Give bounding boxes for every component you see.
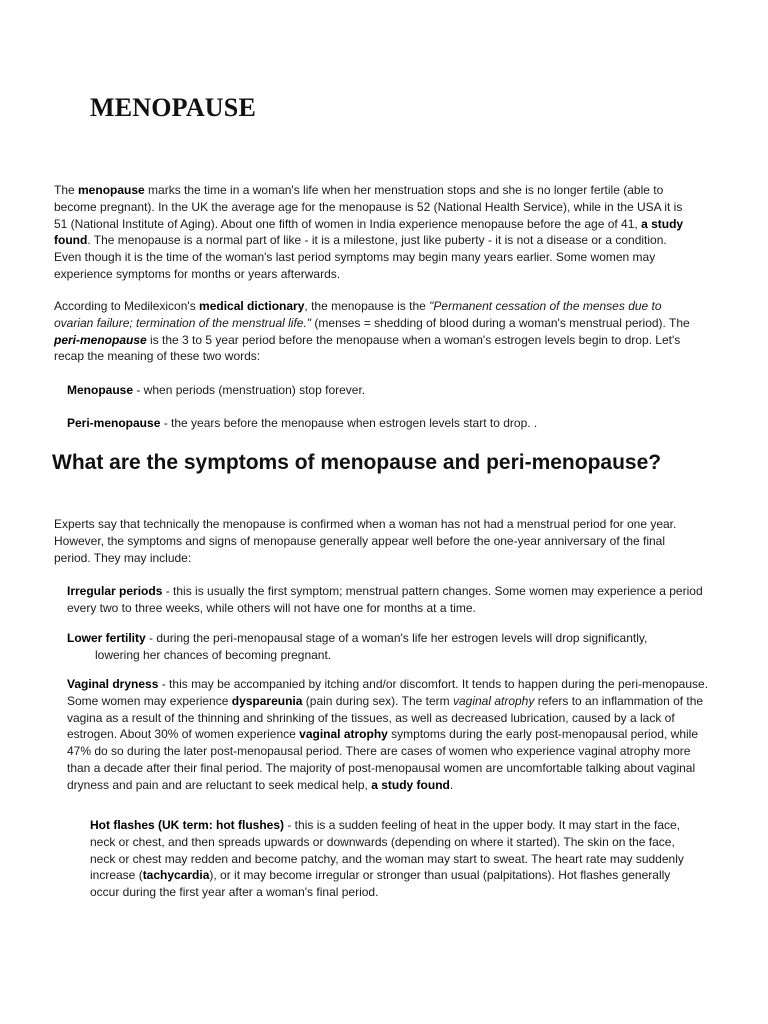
definition-quote: "Permanent cessation of the menses due to ovarian failure; termination of the menstrual life."	[54, 299, 662, 330]
symptom-label: Vaginal dryness	[67, 677, 159, 691]
symptom-text: - this is a sudden feeling of heat in the upper body. It may start in the face, neck or chest, and then spreads upwards or downwards (depending on where it started). The skin on the face, neck or chest may redden and become patchy, and the woman may start to sweat. The heart rate may suddenly increase (	[90, 818, 684, 883]
symptom-text: - this may be accompanied by itching and/or discomfort. It tends to happen during the peri-menopause. Some women may experience	[67, 677, 709, 708]
term-description: - when periods (menstruation) stop forever.	[133, 383, 366, 397]
study-link[interactable]: a study found	[54, 216, 684, 248]
vaginal-atrophy-term: vaginal atrophy	[452, 693, 535, 708]
page-title: MENOPAUSE	[90, 93, 256, 122]
symptom-text: - this is usually the first symptom; menstrual pattern changes. Some women may experience a period every two to three weeks, while others will not have one for months at a time.	[67, 584, 703, 615]
symptoms-intro: Experts say that technically the menopause is confirmed when a woman has not had a menstrual period for one year. However, the symptoms and signs of menopause generally appear well before the one-year anniversary of the final period. They may include:	[54, 517, 677, 565]
intro-text: marks the time in a woman's life when her menstruation stops and she is no longer fertile (able to become pregnant). In the UK the average age for the menopause is 52 (National Health Service), while in the USA it is 51 (National Institute of Aging). About one fifth of women in India experience menopause before the age of 41,	[54, 183, 683, 231]
symptom-text: .	[449, 777, 454, 792]
term-menopause	[67, 382, 687, 399]
symptom-label: Lower fertility	[67, 631, 146, 645]
dyspareunia-link[interactable]: dyspareunia	[231, 693, 303, 708]
definition-paragraph	[54, 298, 694, 365]
intro-text: . The menopause is a normal part of like - it is a milestone, just like puberty - it is not a disease or a condition. Even though it is the time of the woman's last period symptoms may begin many years earlier. Some women may experience symptoms for months or years afterwards.	[54, 233, 667, 281]
term-label: Menopause	[67, 383, 134, 397]
medical-dictionary-link[interactable]: medical dictionary	[199, 299, 305, 313]
intro-text: The	[54, 183, 79, 197]
symptom-text: symptoms during the early post-menopausal period, while 47% do so during the later post-menopausal period. There are cases of women who experience vaginal atrophy more than a decade after their final period. The majority of post-menopausal women are uncomfortable talking about vaginal dryness and pain and are reluctant to seek medical help,	[67, 727, 698, 792]
symptom-text: - during the peri-menopausal stage of a woman's life her estrogen levels will drop significantly,	[145, 631, 648, 645]
study-link[interactable]: a study found	[371, 777, 450, 792]
symptom-irregular-periods	[67, 583, 707, 617]
term-peri-menopause	[67, 415, 687, 432]
intro-paragraph	[54, 182, 694, 283]
definition-text: (menses = shedding of blood during a woman's menstrual period). The	[311, 315, 690, 330]
term-description: - the years before the menopause when estrogen levels start to drop. .	[160, 416, 538, 430]
symptom-label: Irregular periods	[67, 584, 163, 598]
symptoms-heading: What are the symptoms of menopause and peri-menopause?	[52, 451, 662, 474]
definition-text: , the menopause is the	[304, 299, 430, 313]
symptom-lower-fertility	[67, 630, 707, 664]
symptom-text: refers to an inflammation of the vagina as a result of the thinning and shrinking of the tissues, as well as decreased lubrication, caused by a lack of estrogen. About 30% of women experience	[67, 693, 704, 742]
definition-text: is the 3 to 5 year period before the menopause when a woman's estrogen levels begin to drop. Let's recap the meaning of these two words:	[54, 332, 681, 364]
term-label: Peri-menopause	[67, 416, 161, 430]
symptom-label: Hot flashes (UK term: hot flushes)	[90, 818, 285, 832]
symptom-vaginal-dryness	[67, 676, 712, 794]
peri-menopause-term: peri-menopause	[54, 332, 147, 347]
symptom-text: (pain during sex). The term	[302, 693, 453, 708]
tachycardia-link[interactable]: tachycardia	[142, 868, 210, 883]
symptom-text: ), or it may become irregular or stronger than usual (palpitations). Hot flashes generally occur during the first year after a woman's final period.	[90, 868, 671, 900]
symptom-text: lowering her chances of becoming pregnant.	[95, 647, 332, 662]
definition-text: According to Medilexicon's	[54, 299, 200, 313]
vaginal-atrophy-link[interactable]: vaginal atrophy	[299, 727, 388, 742]
menopause-term: menopause	[78, 183, 145, 197]
symptom-hot-flashes	[90, 817, 690, 901]
